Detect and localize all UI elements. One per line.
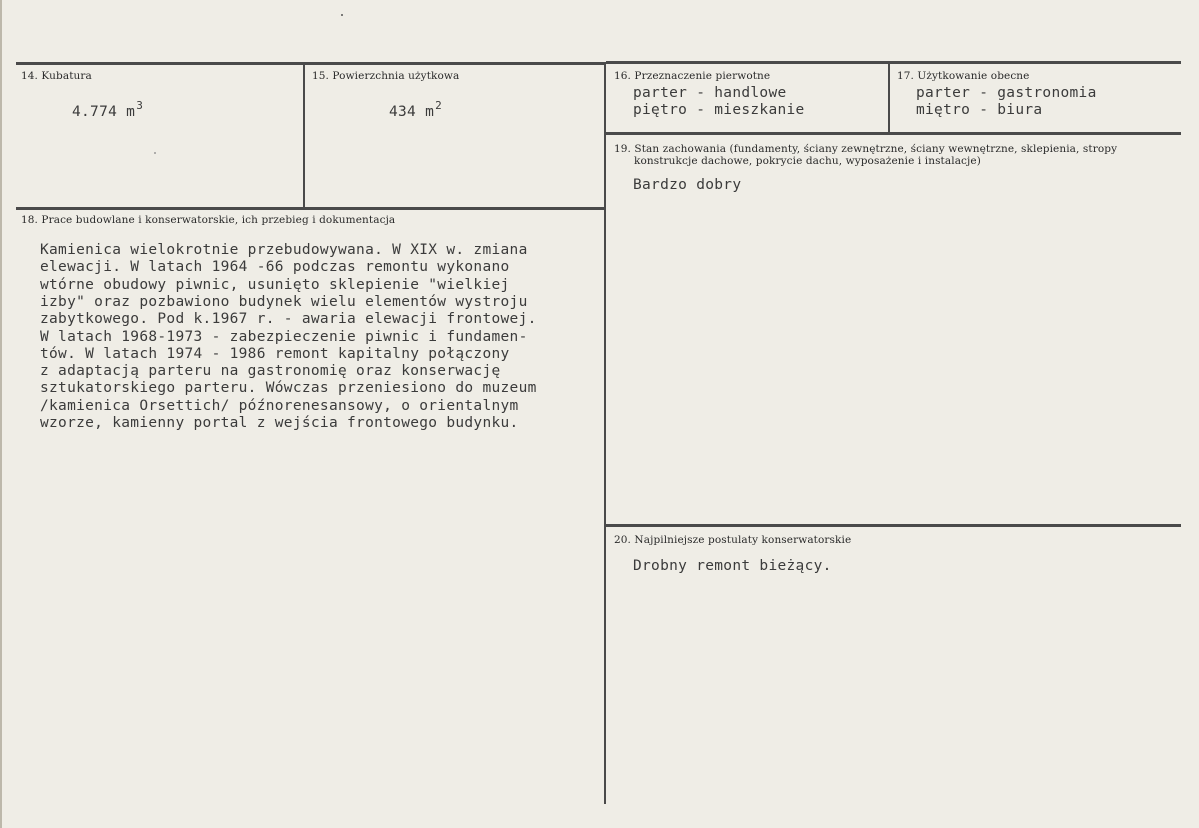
speck xyxy=(341,14,343,16)
area-exponent: 2 xyxy=(435,99,443,112)
field-20-label: 20. Najpilniejsze postulaty konserwatorskie xyxy=(614,534,852,546)
original-use-line: parter - handlowe xyxy=(633,85,787,101)
field-14-value xyxy=(72,99,144,121)
field-15-value xyxy=(389,99,443,121)
current-use-line: parter - gastronomia xyxy=(916,85,1097,101)
works-line: W latach 1968-1973 - zabezpieczenie piwnic i fundamen- xyxy=(40,329,528,345)
works-line: wtórne obudowy piwnic, usunięto sklepienie "wielkiej xyxy=(40,277,510,293)
postulates-value: Drobny remont bieżący. xyxy=(633,558,832,574)
condition-value: Bardzo dobry xyxy=(633,177,742,193)
works-line: wzorze, kamienny portal z wejścia frontowego budynku. xyxy=(40,415,519,431)
cubature-exponent: 3 xyxy=(136,99,144,112)
center-divider xyxy=(604,62,606,804)
field-15-label: 15. Powierzchnia użytkowa xyxy=(312,70,460,82)
field-17-label: 17. Użytkowanie obecne xyxy=(897,70,1030,82)
works-line: Kamienica wielokrotnie przebudowywana. W XIX w. zmiana xyxy=(40,242,528,258)
works-line: izby" oraz pozbawiono budynek wielu elementów wystroju xyxy=(40,294,528,310)
field-14-label: 14. Kubatura xyxy=(21,70,92,82)
works-line: tów. W latach 1974 - 1986 remont kapitalny połączony xyxy=(40,346,510,362)
divider-14-15 xyxy=(303,64,305,208)
speck xyxy=(154,152,156,154)
top-rule-right xyxy=(606,61,1181,64)
field-18-label: 18. Prace budowlane i konserwatorskie, ich przebieg i dokumentacja xyxy=(21,214,396,226)
top-rule-left xyxy=(16,62,604,65)
current-use-line: miętro - biura xyxy=(916,102,1043,118)
works-line: /kamienica Orsettich/ późnorenesansowy, o orientalnym xyxy=(40,398,519,414)
rule-below-14-15 xyxy=(16,207,604,210)
original-use-line: piętro - mieszkanie xyxy=(633,102,805,118)
works-line: elewacji. W latach 1964 -66 podczas remontu wykonano xyxy=(40,259,510,275)
works-line: zabytkowego. Pod k.1967 r. - awaria elewacji frontowej. xyxy=(40,311,537,327)
area-value: 434 m xyxy=(389,104,435,120)
rule-below-19 xyxy=(606,524,1181,527)
field-19-label-line2: konstrukcje dachowe, pokrycie dachu, wyposażenie i instalacje) xyxy=(634,155,981,167)
cubature-value: 4.774 m xyxy=(72,104,136,120)
works-line: z adaptacją parteru na gastronomię oraz konserwację xyxy=(40,363,501,379)
rule-below-16-17 xyxy=(606,132,1181,135)
field-19-label-line1: 19. Stan zachowania (fundamenty, ściany zewnętrzne, ściany wewnętrzne, sklepienia, stropy xyxy=(614,143,1118,155)
divider-16-17 xyxy=(888,64,890,134)
field-16-label: 16. Przeznaczenie pierwotne xyxy=(614,70,771,82)
works-line: sztukatorskiego parteru. Wówczas przeniesiono do muzeum xyxy=(40,380,537,396)
